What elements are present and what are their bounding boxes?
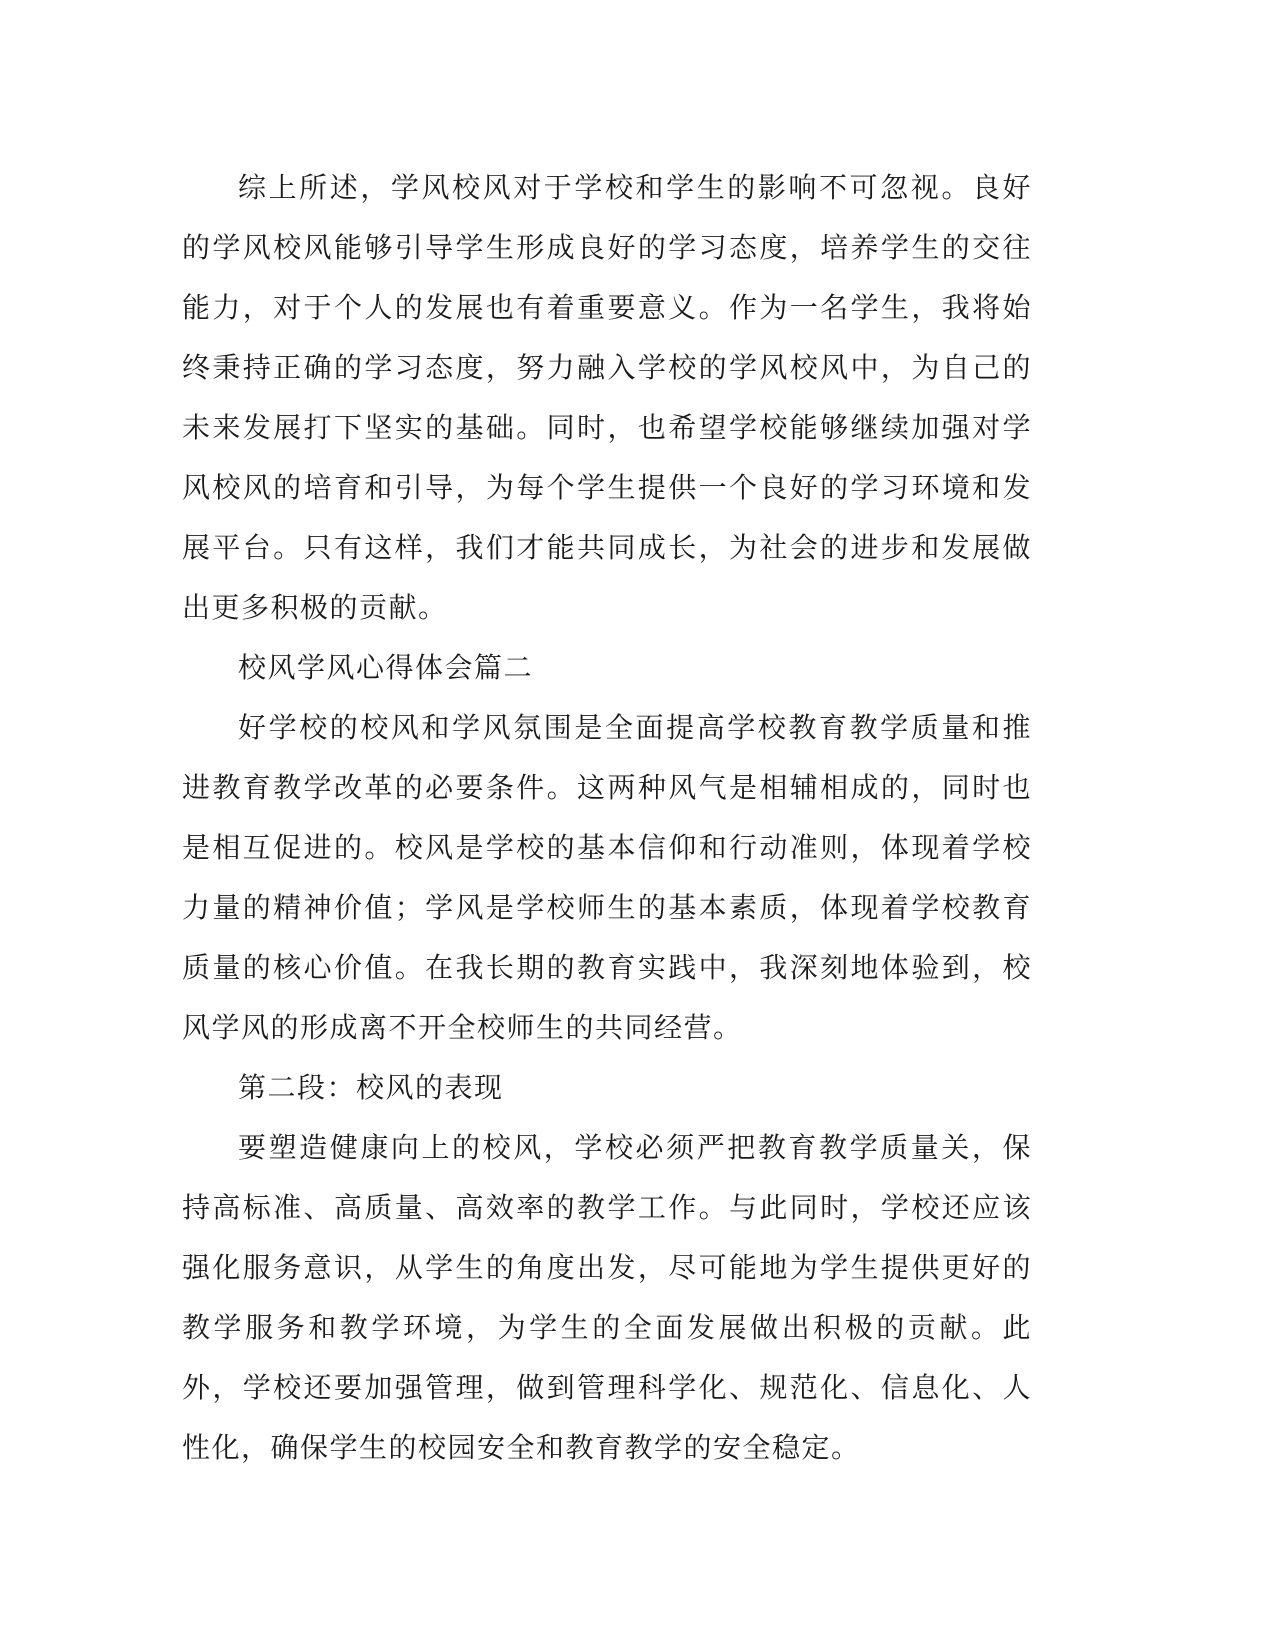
paragraph-school-spirit: 要塑造健康向上的校风，学校必须严把教育教学质量关，保持高标准、高质量、高效率的教学工作。与此同时，学校还应该强化服务意识，从学生的角度出发，尽可能地为学生提供更好的教学服务和教学环境，为学生的全面发展做出积极的贡献。此外，学校还要加强管理，做到管理科学化、规范化、信息化、人性化，确保学生的校园安全和教育教学的安全稳定。 [182,1131,1032,1464]
paragraph-conclusion: 综上所述，学风校风对于学校和学生的影响不可忽视。良好的学风校风能够引导学生形成良好的学习态度，培养学生的交往能力，对于个人的发展也有着重要意义。作为一名学生，我将始终秉持正确的学习态度，努力融入学校的学风校风中，为自己的未来发展打下坚实的基础。同时，也希望学校能够继续加强对学风校风的培育和引导，为每个学生提供一个良好的学习环境和发展平台。只有这样，我们才能共同成长，为社会的进步和发展做出更多积极的贡献。 [182,171,1032,624]
section-heading-school-spirit: 第二段：校风的表现 [238,1071,504,1104]
document-body [182,158,1032,1478]
paragraph-intro: 好学校的校风和学风氛围是全面提高学校教育教学质量和推进教育教学改革的必要条件。这两种风气是相辅相成的，同时也是相互促进的。校风是学校的基本信仰和行动准则，体现着学校力量的精神价值；学风是学校师生的基本素质，体现着学校教育质量的核心价值。在我长期的教育实践中，我深刻地体验到，校风学风的形成离不开全校师生的共同经营。 [182,711,1032,1044]
section-heading-part-two: 校风学风心得体会篇二 [238,651,534,684]
